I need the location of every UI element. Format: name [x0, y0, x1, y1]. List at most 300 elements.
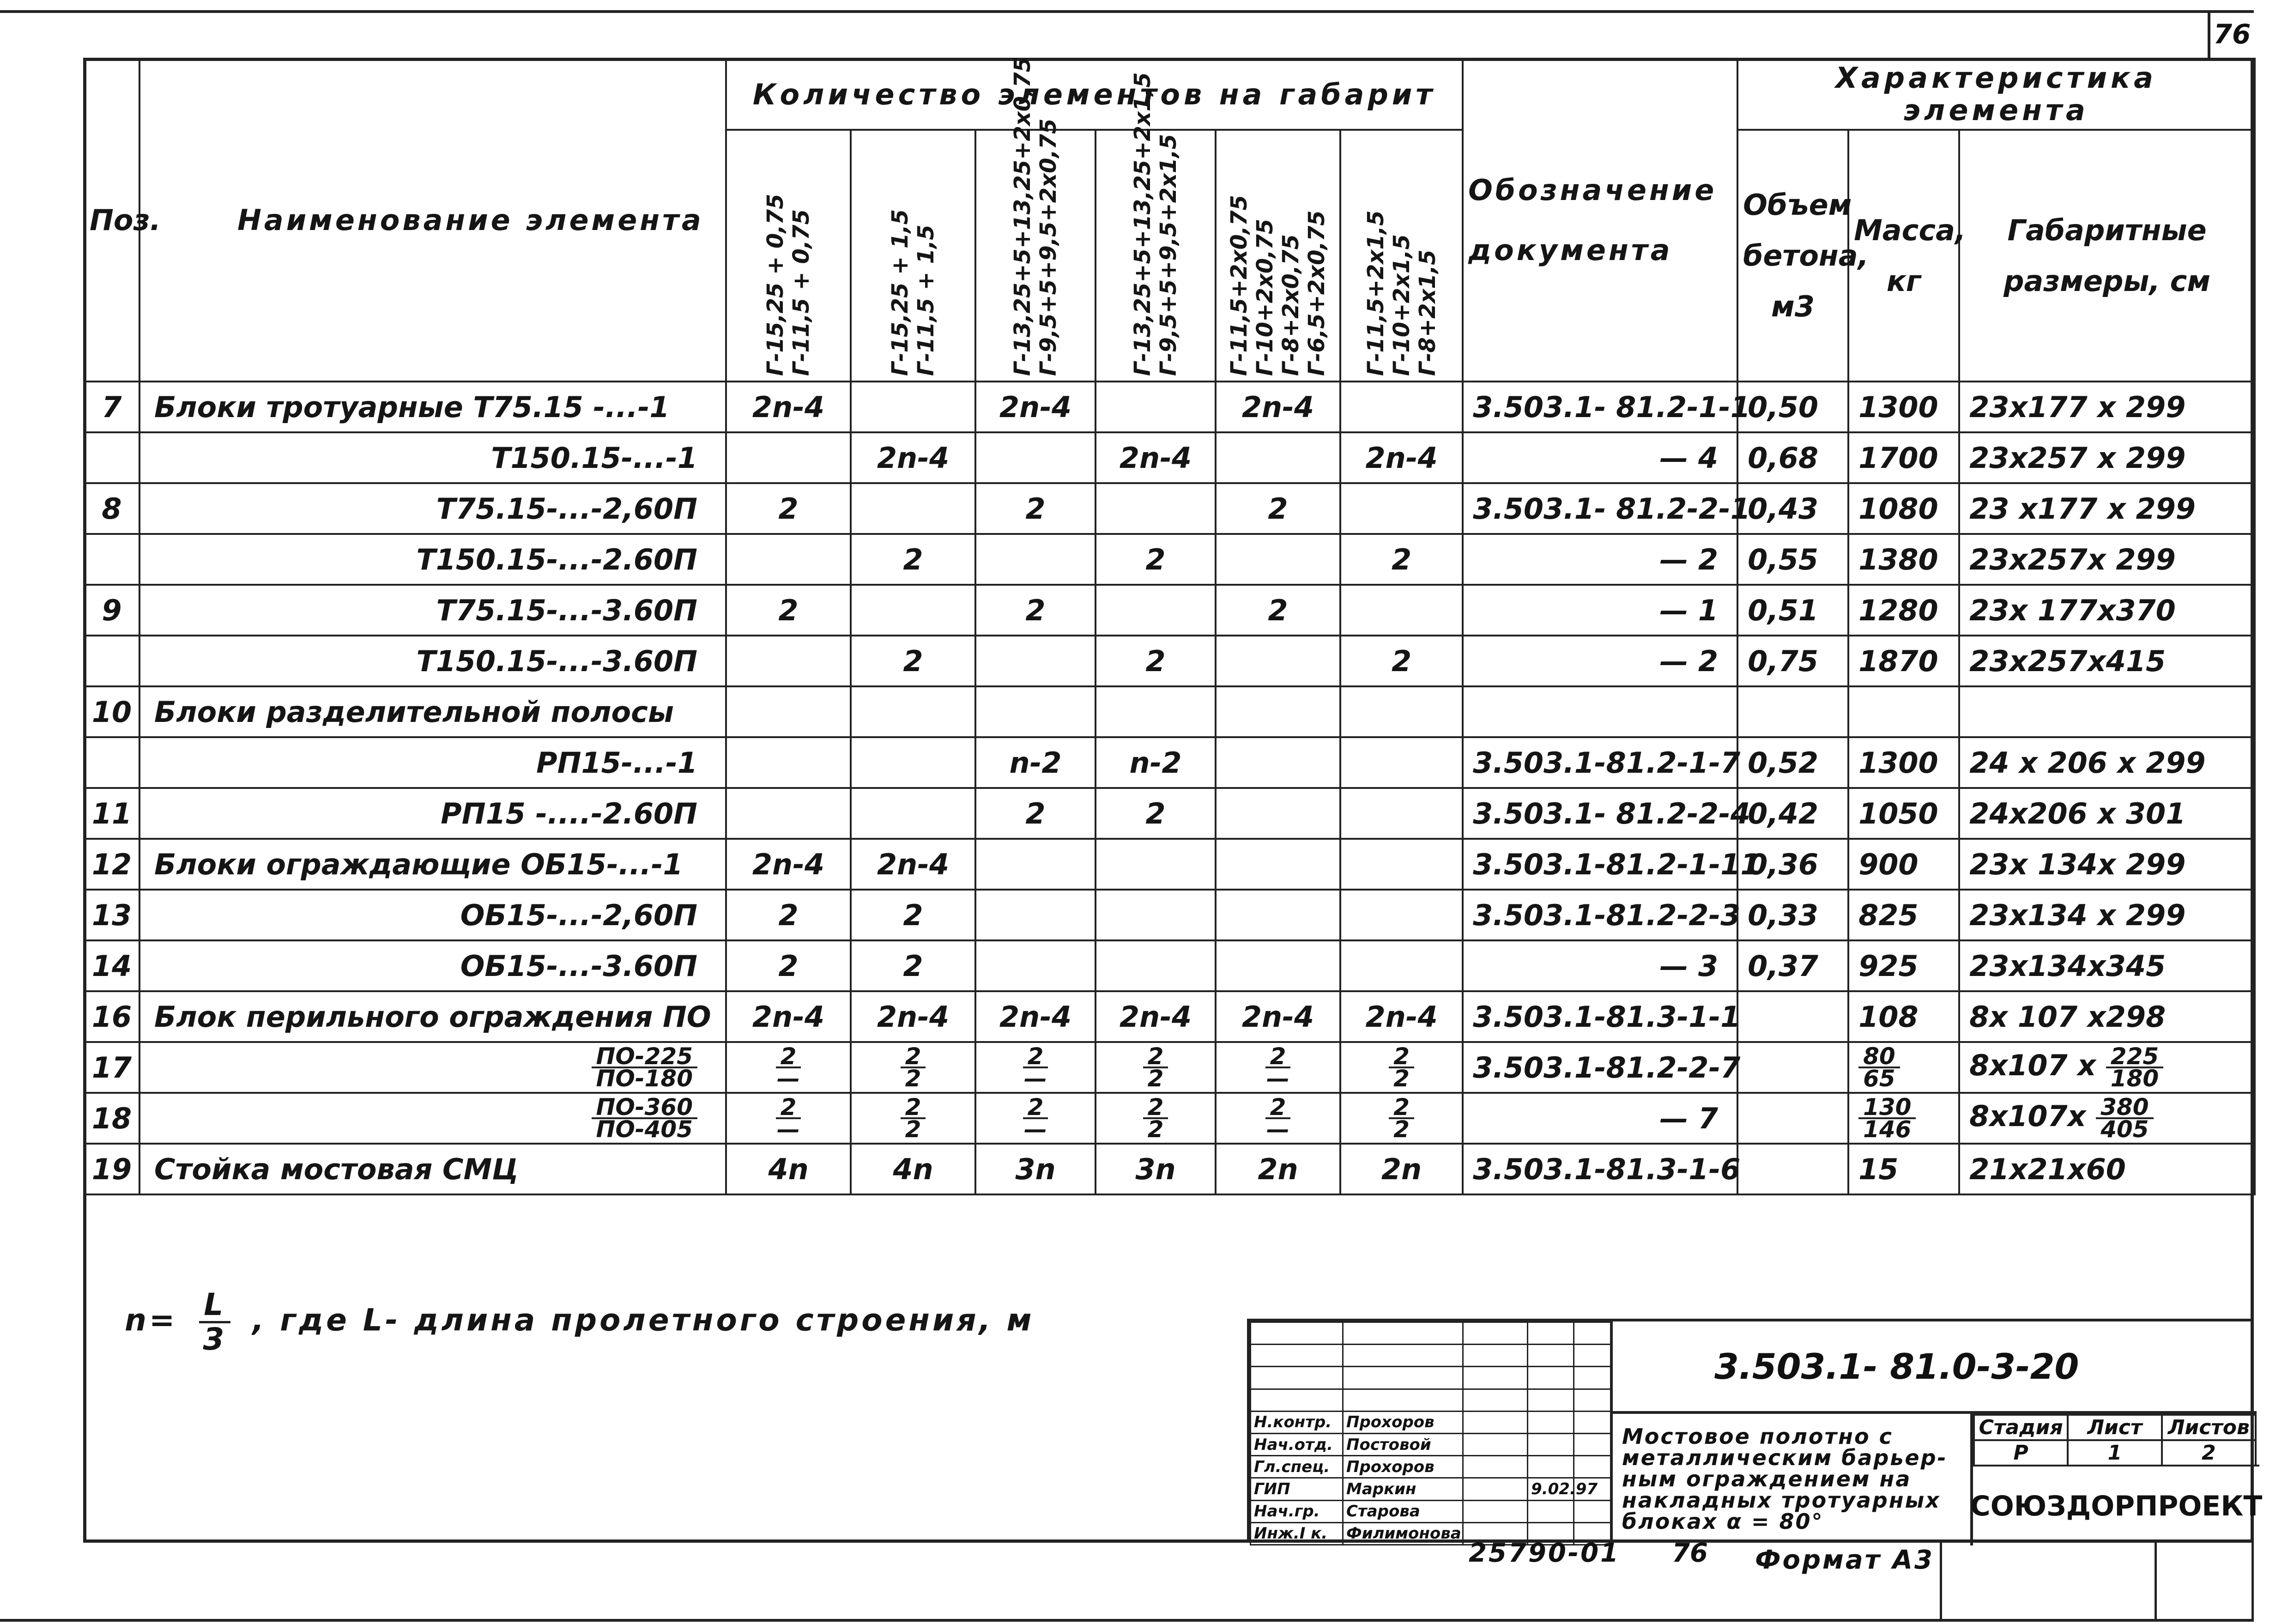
name-fraction-den: ПО-405 — [596, 1116, 693, 1143]
cell-mass: 15 — [1848, 1144, 1959, 1194]
stage-label: Стадия — [1974, 1415, 2068, 1440]
cell-name: Блоки разделительной полосы — [139, 686, 726, 737]
table-row — [84, 839, 2255, 890]
dims-text: 23х134 х 299 — [1969, 898, 2186, 932]
signature-cell — [1251, 1322, 1343, 1345]
cell-qty — [975, 890, 1096, 940]
cell-qty — [975, 534, 1096, 585]
cell-qty — [1340, 1042, 1463, 1093]
dims-text: 23х134х345 — [1969, 949, 2166, 983]
sheets-label: Листов — [2162, 1415, 2256, 1440]
cell-qty: 2 — [1216, 483, 1340, 534]
cell-qty — [851, 1093, 975, 1144]
sheet-label: Лист — [2068, 1415, 2161, 1440]
cell-qty — [726, 1093, 851, 1144]
sheet-top-line — [0, 10, 2254, 13]
qty-fraction — [1389, 1094, 1414, 1143]
cell-mass: 900 — [1848, 839, 1959, 890]
signature-extra — [1574, 1456, 1611, 1478]
cell-pos: 11 — [84, 788, 139, 839]
cell-qty — [975, 686, 1096, 737]
cell-qty — [1216, 890, 1340, 940]
cell-qty: 2n-4 — [726, 839, 851, 890]
table-row — [84, 432, 2255, 483]
qty-fraction-den: 2 — [1393, 1116, 1410, 1143]
format-label: Формат А3 — [1755, 1545, 1934, 1575]
cell-name: Блок перильного ограждения ПО — [139, 991, 726, 1042]
cell-qty: 2 — [726, 890, 851, 940]
cell-volume: 0,51 — [1737, 585, 1848, 636]
cell-mass: 108 — [1848, 991, 1959, 1042]
signature-cell — [1574, 1322, 1611, 1345]
cell-qty — [851, 483, 975, 534]
cell-doc: — 4 — [1463, 432, 1737, 483]
footnote — [125, 1289, 1035, 1356]
qty-fraction-num: 2 — [1023, 1097, 1048, 1119]
header-pos: Поз. — [84, 59, 139, 382]
cell-qty: 3n — [1096, 1144, 1216, 1194]
cell-qty — [851, 788, 975, 839]
cell-qty: 2 — [851, 940, 975, 991]
header-char-group: Характеристика элемента — [1737, 59, 2255, 130]
cell-qty — [726, 1042, 851, 1093]
dims-fraction-num: 225 — [2106, 1046, 2163, 1068]
cell-qty — [975, 432, 1096, 483]
sheet-bottom-line — [0, 1619, 2254, 1622]
qty-fraction-num: 2 — [901, 1046, 926, 1068]
dims-text: 23х 134х 299 — [1969, 847, 2186, 881]
signature-date — [1528, 1456, 1574, 1478]
cell-qty: 2 — [1096, 636, 1216, 686]
cell-pos: 18 — [84, 1093, 139, 1144]
cell-volume: 0,37 — [1737, 940, 1848, 991]
qty-fraction-num: 2 — [1389, 1046, 1414, 1068]
bottom-cells — [1940, 1543, 2254, 1619]
cell-volume — [1737, 686, 1848, 737]
cell-qty — [1216, 940, 1340, 991]
signature-name: Постовой — [1343, 1433, 1463, 1455]
cell-doc: 3.503.1-81.3-1-1 — [1463, 991, 1737, 1042]
cell-qty — [1216, 788, 1340, 839]
cell-qty — [975, 839, 1096, 890]
gabarit-5: Г-11,5+2х0,75 Г-10+2х0,75 Г-8+2х0,75 Г-6,5+2х0,75 — [1226, 194, 1330, 376]
cell-qty — [1216, 534, 1340, 585]
cell-name — [139, 1093, 726, 1144]
header-doc-text: Обозначение документа — [1468, 173, 1717, 267]
table-row — [84, 991, 2255, 1042]
signature-row — [1251, 1433, 1611, 1455]
signature-sign — [1463, 1478, 1528, 1500]
cell-qty — [1216, 686, 1340, 737]
table-row — [84, 788, 2255, 839]
mass-fraction-den: 65 — [1863, 1065, 1895, 1092]
signature-row-empty — [1251, 1345, 1611, 1367]
cell-qty: 2n-4 — [851, 839, 975, 890]
cell-qty — [1096, 890, 1216, 940]
signature-name: Прохоров — [1343, 1456, 1463, 1478]
table-row — [84, 1093, 2255, 1144]
title-block — [1247, 1319, 2263, 1543]
cell-qty — [975, 1093, 1096, 1144]
dims-text: 8х107 х — [1969, 1048, 2096, 1083]
cell-name: Т150.15-...-2.60П — [139, 534, 726, 585]
cell-volume: 0,75 — [1737, 636, 1848, 686]
cell-qty: 2 — [726, 940, 851, 991]
signature-cell — [1574, 1389, 1611, 1411]
dims-fraction-den: 405 — [2100, 1116, 2149, 1143]
cell-qty — [1340, 1093, 1463, 1144]
signature-role: Инж.I к. — [1251, 1522, 1343, 1545]
cell-volume — [1737, 991, 1848, 1042]
cell-dims — [1959, 1093, 2255, 1144]
cell-pos: 10 — [84, 686, 139, 737]
signature-sign — [1463, 1500, 1528, 1522]
signature-row — [1251, 1411, 1611, 1433]
cell-qty: 2 — [1340, 534, 1463, 585]
cell-dims — [1959, 432, 2255, 483]
cell-qty — [975, 636, 1096, 686]
cell-qty: 2n-4 — [1340, 432, 1463, 483]
cell-dims — [1959, 991, 2255, 1042]
cell-qty — [1216, 737, 1340, 788]
cell-volume — [1737, 1093, 1848, 1144]
signature-role: Гл.спец. — [1251, 1456, 1343, 1478]
cell-doc: — 2 — [1463, 636, 1737, 686]
signature-row-empty — [1251, 1367, 1611, 1389]
signature-cell — [1463, 1367, 1528, 1389]
name-fraction-den: ПО-180 — [596, 1065, 693, 1092]
cell-pos: 12 — [84, 839, 139, 890]
cell-volume: 0,55 — [1737, 534, 1848, 585]
cell-mass: 1380 — [1848, 534, 1959, 585]
cell-qty: 2n — [1340, 1144, 1463, 1194]
stage-block — [1970, 1414, 2263, 1545]
cell-volume: 0,36 — [1737, 839, 1848, 890]
cell-qty — [1340, 382, 1463, 432]
cell-qty: 2n-4 — [726, 991, 851, 1042]
cell-volume: 0,68 — [1737, 432, 1848, 483]
cell-pos: 8 — [84, 483, 139, 534]
cell-qty: 2 — [975, 788, 1096, 839]
dims-fraction — [2106, 1043, 2163, 1092]
cell-qty — [726, 534, 851, 585]
cell-qty — [1340, 890, 1463, 940]
cell-name — [139, 1042, 726, 1093]
qty-fraction — [901, 1043, 926, 1092]
gabarit-4: Г-13,25+5+13,25+2х1,5 Г-9,5+5+9,5+2х1,5 — [1130, 72, 1181, 376]
header-name-text: Наименование элемента — [237, 203, 704, 237]
signature-date — [1528, 1433, 1574, 1455]
header-gabarit-1 — [726, 130, 851, 382]
cell-name: Т150.15-...-3.60П — [139, 636, 726, 686]
cell-qty — [975, 1042, 1096, 1093]
signature-sign — [1463, 1411, 1528, 1433]
signature-role: Н.контр. — [1251, 1411, 1343, 1433]
cell-doc: 3.503.1-81.2-2-7 — [1463, 1042, 1737, 1093]
signature-cell — [1463, 1345, 1528, 1367]
table-row — [84, 1144, 2255, 1194]
cell-mass — [1848, 1042, 1959, 1093]
cell-doc: — 1 — [1463, 585, 1737, 636]
cell-volume: 0,42 — [1737, 788, 1848, 839]
cell-doc: 3.503.1-81.2-1-7 — [1463, 737, 1737, 788]
signature-cell — [1528, 1322, 1574, 1345]
cell-pos — [84, 636, 139, 686]
cell-mass: 1870 — [1848, 636, 1959, 686]
cell-qty — [1340, 483, 1463, 534]
cell-qty: 2 — [1340, 636, 1463, 686]
cell-qty — [851, 585, 975, 636]
signature-cell — [1463, 1389, 1528, 1411]
cell-mass — [1848, 1093, 1959, 1144]
cell-pos: 17 — [84, 1042, 139, 1093]
table-row — [84, 890, 2255, 940]
gabarit-1b: Г-11,5 + 0,75 — [788, 209, 814, 376]
qty-fraction-num: 2 — [1143, 1097, 1168, 1119]
cell-qty — [1216, 1042, 1340, 1093]
mass-fraction — [1858, 1094, 1916, 1143]
qty-fraction-num: 2 — [1389, 1097, 1414, 1119]
signature-row — [1251, 1478, 1611, 1500]
signature-grid — [1250, 1321, 1611, 1545]
cell-qty: 2n-4 — [726, 382, 851, 432]
cell-volume: 0,33 — [1737, 890, 1848, 940]
mass-fraction — [1858, 1043, 1900, 1092]
cell-qty: 2n — [1216, 1144, 1340, 1194]
qty-fraction-num: 2 — [1265, 1097, 1291, 1119]
dims-text: 23х 177х370 — [1969, 593, 2176, 627]
cell-qty — [975, 940, 1096, 991]
note-prefix: n= — [125, 1302, 178, 1338]
cell-dims — [1959, 636, 2255, 686]
cell-qty: 2n-4 — [1340, 991, 1463, 1042]
cell-name: ОБ15-...-2,60П — [139, 890, 726, 940]
signature-name: Филимонова — [1343, 1522, 1463, 1545]
signature-row-empty — [1251, 1322, 1611, 1345]
table-row — [84, 585, 2255, 636]
header-qty-group: Количество элементов на габарит — [726, 59, 1463, 130]
cell-qty: 2 — [851, 534, 975, 585]
cell-qty — [1096, 483, 1216, 534]
signature-cell — [1343, 1389, 1463, 1411]
qty-fraction-den: — — [776, 1065, 800, 1092]
cell-qty: 2n-4 — [851, 432, 975, 483]
header-doc — [1463, 59, 1737, 382]
cell-volume: 0,43 — [1737, 483, 1848, 534]
header-row-1 — [84, 59, 2255, 130]
cell-dims — [1959, 1144, 2255, 1194]
qty-fraction — [1023, 1043, 1048, 1092]
qty-fraction — [1389, 1043, 1414, 1092]
cell-doc: — 3 — [1463, 940, 1737, 991]
qty-fraction — [1143, 1094, 1168, 1143]
gabarit-2b: Г-11,5 + 1,5 — [913, 224, 939, 376]
header-dims-text: Габаритные размеры, см — [2003, 213, 2211, 298]
dims-text: 23х257х415 — [1969, 644, 2166, 678]
header-gabarit-4 — [1096, 72, 1216, 382]
cell-pos: 9 — [84, 585, 139, 636]
cell-qty — [851, 382, 975, 432]
cell-qty: 2 — [726, 585, 851, 636]
cell-name: Блоки ограждающие ОБ15-...-1 — [139, 839, 726, 890]
cell-qty — [1096, 686, 1216, 737]
name-fraction — [592, 1094, 697, 1143]
dims-fraction-den: 180 — [2110, 1065, 2159, 1092]
signature-cell — [1528, 1389, 1574, 1411]
qty-fraction-den: 2 — [905, 1065, 921, 1092]
dims-text: 24 х 206 х 299 — [1969, 745, 2206, 780]
note-den: 3 — [203, 1321, 227, 1357]
cell-name: РП15-...-1 — [139, 737, 726, 788]
cell-dims — [1959, 686, 2255, 737]
cell-name: ОБ15-...-3.60П — [139, 940, 726, 991]
cell-qty: n-2 — [975, 737, 1096, 788]
qty-fraction — [901, 1094, 926, 1143]
signature-cell — [1251, 1389, 1343, 1411]
signature-row — [1251, 1456, 1611, 1478]
cell-dims — [1959, 534, 2255, 585]
signature-name: Старова — [1343, 1500, 1463, 1522]
table-row — [84, 636, 2255, 686]
cell-qty — [1216, 1093, 1340, 1144]
qty-fraction-den: 2 — [1393, 1065, 1410, 1092]
cell-qty: 2n-4 — [1216, 991, 1340, 1042]
cell-qty — [726, 686, 851, 737]
cell-pos: 14 — [84, 940, 139, 991]
sheets-value: 2 — [2162, 1440, 2256, 1466]
cell-qty: 2 — [1096, 788, 1216, 839]
dims-text: 23х257х 299 — [1969, 542, 2176, 576]
cell-qty — [1340, 839, 1463, 890]
dims-text: 8х107х — [1969, 1099, 2086, 1133]
cell-qty — [1096, 940, 1216, 991]
cell-pos: 19 — [84, 1144, 139, 1194]
signature-cell — [1251, 1345, 1343, 1367]
dims-text: 23х177 х 299 — [1969, 390, 2186, 424]
signature-date — [1528, 1411, 1574, 1433]
cell-pos: 16 — [84, 991, 139, 1042]
signature-sign — [1463, 1433, 1528, 1455]
gabarit-1a: Г-15,25 + 0,75 — [763, 194, 788, 376]
qty-fraction-num: 2 — [1023, 1046, 1048, 1068]
signature-cell — [1463, 1322, 1528, 1345]
cell-qty: 4n — [851, 1144, 975, 1194]
cell-name: Т75.15-...-3.60П — [139, 585, 726, 636]
qty-fraction — [1265, 1094, 1291, 1143]
qty-fraction-den: 2 — [905, 1116, 921, 1143]
cell-mass: 825 — [1848, 890, 1959, 940]
signature-sign — [1463, 1456, 1528, 1478]
header-gabarit-3 — [975, 56, 1096, 382]
signature-cell — [1343, 1322, 1463, 1345]
dims-text: 21х21х60 — [1969, 1152, 2126, 1186]
qty-fraction — [776, 1043, 801, 1092]
signature-extra — [1574, 1500, 1611, 1522]
cell-qty — [851, 686, 975, 737]
gabarit-3: Г-13,25+5+13,25+2х0,75 Г-9,5+5+9,5+2х0,75 — [1010, 56, 1061, 376]
cell-volume: 0,50 — [1737, 382, 1848, 432]
organization: СОЮЗДОРПРОЕКТ — [1973, 1465, 2259, 1545]
cell-volume — [1737, 1144, 1848, 1194]
signature-cell — [1528, 1345, 1574, 1367]
signature-cell — [1343, 1367, 1463, 1389]
signature-row — [1251, 1500, 1611, 1522]
cell-pos — [84, 432, 139, 483]
signature-role: Нач.отд. — [1251, 1433, 1343, 1455]
stage-value: Р — [1974, 1440, 2068, 1466]
cell-qty: 2 — [1216, 585, 1340, 636]
cell-doc: — 7 — [1463, 1093, 1737, 1144]
cell-qty: 3n — [975, 1144, 1096, 1194]
table-row — [84, 1042, 2255, 1093]
signature-cell — [1574, 1345, 1611, 1367]
cell-qty: 2n-4 — [1216, 382, 1340, 432]
qty-fraction-den: — — [1266, 1116, 1289, 1143]
cell-pos — [84, 737, 139, 788]
cell-name: Т150.15-...-1 — [139, 432, 726, 483]
cell-doc: — 2 — [1463, 534, 1737, 585]
cell-qty: 4n — [726, 1144, 851, 1194]
table-row — [84, 686, 2255, 737]
spec-table — [83, 58, 2256, 1195]
signature-row-empty — [1251, 1389, 1611, 1411]
cell-dims — [1959, 737, 2255, 788]
cell-pos — [84, 534, 139, 585]
cell-mass: 1280 — [1848, 585, 1959, 636]
signature-cell — [1574, 1367, 1611, 1389]
cell-qty: 2n-4 — [975, 991, 1096, 1042]
cell-qty — [1216, 839, 1340, 890]
qty-fraction-den: — — [1023, 1116, 1047, 1143]
cell-mass: 1700 — [1848, 432, 1959, 483]
qty-fraction-den: 2 — [1147, 1116, 1164, 1143]
dims-text: 23 х177 х 299 — [1969, 491, 2196, 526]
header-gabarit-5 — [1216, 130, 1340, 382]
table-row — [84, 483, 2255, 534]
cell-qty — [1096, 1042, 1216, 1093]
cell-qty — [1340, 737, 1463, 788]
cell-qty — [851, 737, 975, 788]
cell-doc: 3.503.1- 81.2-1-1 — [1463, 382, 1737, 432]
table-body — [84, 382, 2255, 1194]
cell-mass: 1080 — [1848, 483, 1959, 534]
table-row — [84, 737, 2255, 788]
document-code: 3.503.1- 81.0-3-20 — [1610, 1321, 2257, 1414]
header-volume-text: Объем бетона, м3 — [1743, 188, 1869, 323]
cell-qty — [1096, 585, 1216, 636]
cell-mass: 1050 — [1848, 788, 1959, 839]
dims-fraction-num: 380 — [2096, 1097, 2153, 1119]
cell-qty — [851, 1042, 975, 1093]
cell-qty — [1096, 382, 1216, 432]
cell-qty: 2 — [851, 636, 975, 686]
cell-qty: 2 — [975, 585, 1096, 636]
cell-qty: 2n-4 — [1096, 432, 1216, 483]
dims-text: 8х 107 х298 — [1969, 1000, 2166, 1034]
signature-name: Прохоров — [1343, 1411, 1463, 1433]
cell-dims — [1959, 940, 2255, 991]
cell-qty — [1216, 636, 1340, 686]
cell-doc: 3.503.1-81.2-2-3 — [1463, 890, 1737, 940]
cell-qty: 2 — [851, 890, 975, 940]
qty-fraction-num: 2 — [776, 1046, 801, 1068]
cell-doc: 3.503.1-81.2-1-11 — [1463, 839, 1737, 890]
signature-extra — [1574, 1411, 1611, 1433]
cell-qty — [1340, 788, 1463, 839]
cell-qty — [726, 737, 851, 788]
cell-name: Блоки тротуарные Т75.15 -...-1 — [139, 382, 726, 432]
cell-dims — [1959, 788, 2255, 839]
